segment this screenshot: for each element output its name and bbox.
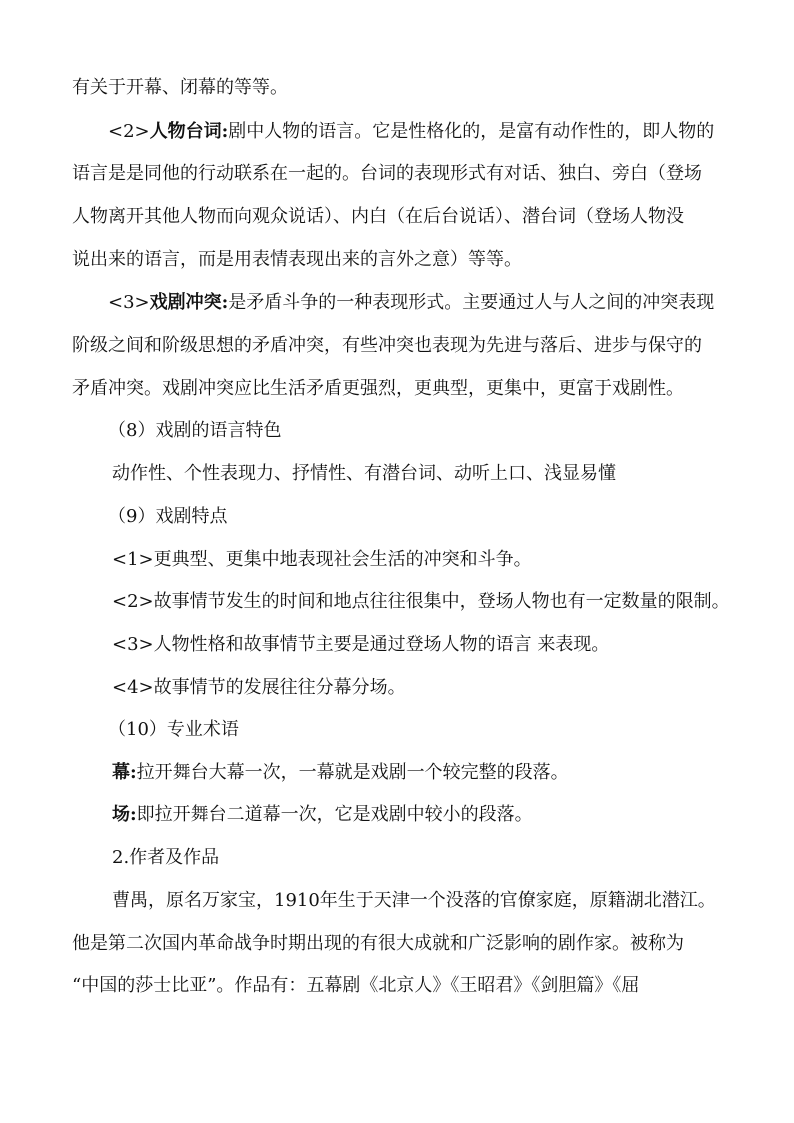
line-text: 说出来的语言，而是用表情表现出来的言外之意）等等。 — [72, 249, 522, 270]
heading-text: （10）专业术语 — [108, 719, 239, 740]
paragraph-line — [112, 462, 616, 486]
line-text: 即拉开舞台二道幕一次，它是戏剧中较小的段落。 — [136, 804, 533, 825]
paragraph-line — [72, 76, 288, 100]
item-prefix: <3> — [108, 292, 150, 313]
section-heading — [108, 718, 239, 742]
line-text: 人物离开其他人物而向观众说话）、内白（在后台说话）、潜台词（登场人物没 — [72, 206, 684, 227]
line-text: 曹禺，原名万家宝，1910年生于天津一个没落的官僚家庭，原籍湖北潜江。 — [112, 890, 716, 911]
item-prefix: <2> — [108, 121, 150, 142]
term-definition — [112, 761, 569, 785]
section-heading — [108, 419, 281, 443]
paragraph-line — [72, 205, 684, 229]
line-text: 语言是是同他的行动联系在一起的。台词的表现形式有对话、独白、旁白（登场 — [72, 163, 702, 184]
term-label: 场: — [112, 804, 137, 825]
line-text: 剧中人物的语言。它是性格化的，是富有动作性的，即人物的 — [228, 121, 715, 142]
line-text: 矛盾冲突。戏剧冲突应比生活矛盾更强烈，更典型，更集中，更富于戏剧性。 — [72, 378, 684, 399]
section-heading — [112, 846, 219, 870]
list-item — [112, 633, 609, 657]
line-text: <1>更典型、更集中地表现社会生活的冲突和斗争。 — [112, 549, 532, 570]
term-definition — [112, 803, 533, 827]
paragraph-line — [72, 974, 639, 998]
line-text: <3>人物性格和故事情节主要是通过登场人物的语言 来表现。 — [112, 634, 610, 655]
heading-text: （8）戏剧的语言特色 — [108, 420, 282, 441]
paragraph-line — [72, 334, 702, 358]
paragraph-line — [112, 889, 716, 913]
heading-text: 2.作者及作品 — [112, 847, 220, 868]
term-label: 幕: — [112, 762, 137, 783]
line-text: “中国的莎士比亚”。作品有：五幕剧《北京人》《王昭君》《剑胆篇》《屈 — [72, 975, 640, 996]
paragraph-line — [72, 162, 702, 186]
line-text: 动作性、个性表现力、抒情性、有潜台词、动听上口、浅显易懂 — [112, 463, 616, 484]
line-text: 拉开舞台大幕一次，一幕就是戏剧一个较完整的段落。 — [136, 762, 569, 783]
heading-text: （9）戏剧特点 — [108, 506, 228, 527]
list-item — [112, 590, 730, 614]
section-heading — [108, 505, 227, 529]
list-item — [112, 548, 532, 572]
paragraph-line — [108, 120, 714, 144]
paragraph-line — [108, 291, 714, 315]
line-text: <2>故事情节发生的时间和地点往往很集中，登场人物也有一定数量的限制。 — [112, 591, 730, 612]
line-text: 阶级之间和阶级思想的矛盾冲突，有些冲突也表现为先进与落后、进步与保守的 — [72, 335, 702, 356]
paragraph-line — [72, 932, 684, 956]
term-label: 戏剧冲突: — [149, 292, 229, 313]
paragraph-line — [72, 377, 684, 401]
line-text: 他是第二次国内革命战争时期出现的有很大成就和广泛影响的剧作家。被称为 — [72, 933, 684, 954]
line-text: 有关于开幕、闭幕的等等。 — [72, 77, 288, 98]
line-text: 是矛盾斗争的一种表现形式。主要通过人与人之间的冲突表现 — [228, 292, 715, 313]
line-text: <4>故事情节的发展往往分幕分场。 — [112, 677, 406, 698]
term-label: 人物台词: — [149, 121, 229, 142]
list-item — [112, 676, 406, 700]
paragraph-line — [72, 248, 522, 272]
